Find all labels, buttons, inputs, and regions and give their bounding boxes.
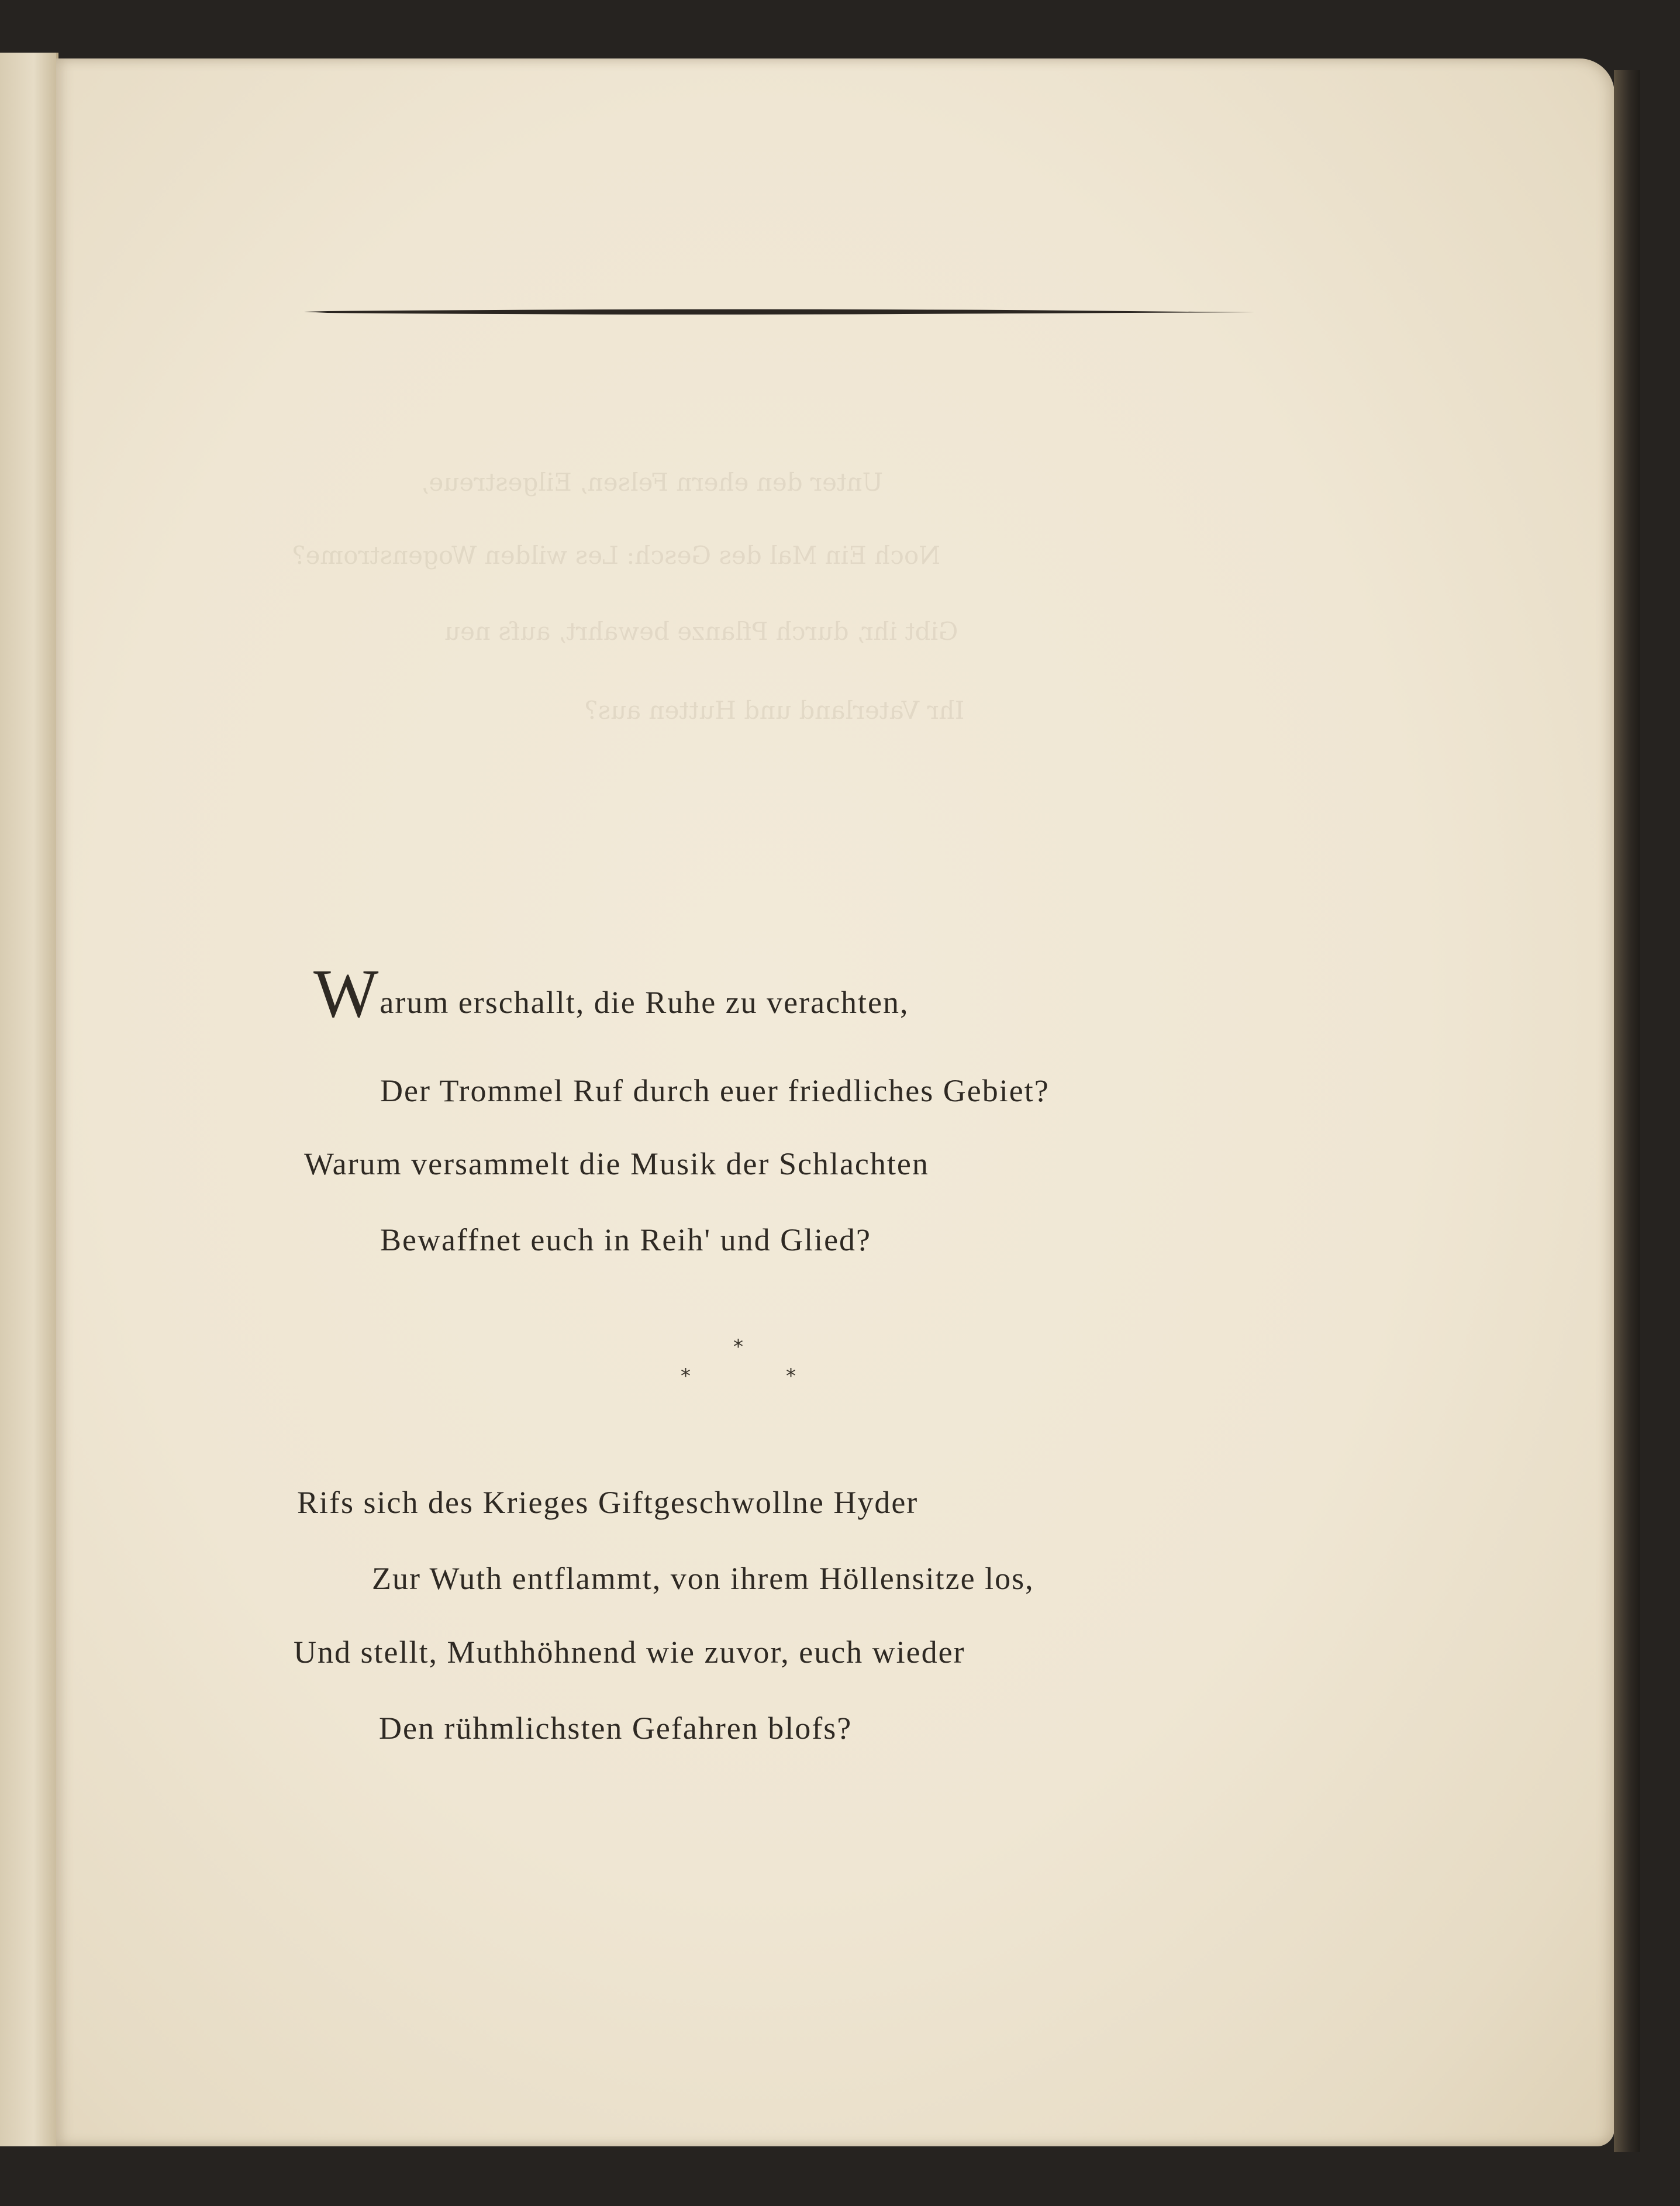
show-through-bleed: Noch Ein Mal des Gesch: Les wilden Wogenstrome? [292,541,940,570]
verse-line-5: Rifs sich des Krieges Giftgeschwollne Hyder [297,1485,919,1520]
ornamental-rule [304,308,1254,316]
show-through-bleed: Ihr Vaterland und Hutten aus? [585,696,965,725]
asterism-left: * [681,1364,691,1388]
show-through-bleed: Unter den ehern Felsen, Eilgestreue, [421,468,884,497]
verse-line-1-text: arum erschallt, die Ruhe zu verachten, [380,985,909,1020]
verse-line-8: Den rühmlichsten Gefahren blofs? [379,1711,853,1746]
facing-page-edge [0,53,58,2146]
verse-line-2: Der Trommel Ruf durch euer friedliches Gebiet? [380,1073,1050,1108]
verse-line-1 [313,955,909,1032]
drop-cap-letter: W [313,955,379,1032]
show-through-bleed: Gibt ihr, durch Pflanze bewahrt, aufs neu [444,617,958,646]
verse-line-6: Zur Wuth entflammt, von ihrem Höllensitze los, [372,1561,1034,1596]
verse-line-4: Bewaffnet euch in Reih' und Glied? [380,1222,872,1257]
verse-line-7: Und stellt, Muthhöhnend wie zuvor, euch wieder [294,1635,965,1670]
asterism-top: * [733,1335,743,1359]
verse-line-3: Warum versammelt die Musik der Schlachten [304,1146,929,1181]
asterism-right: * [786,1364,796,1388]
page-fore-edge [1614,70,1640,2152]
